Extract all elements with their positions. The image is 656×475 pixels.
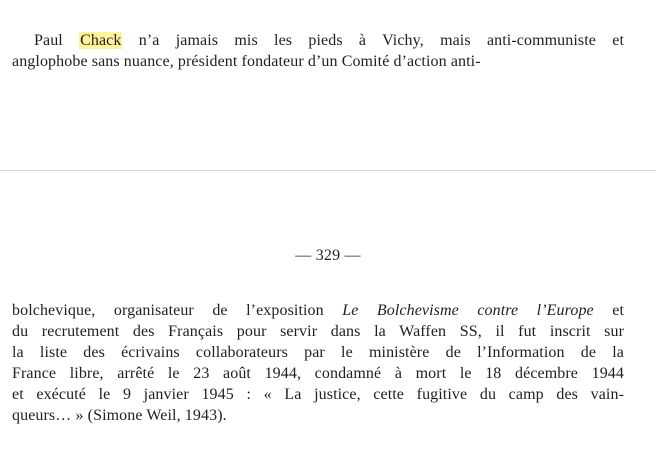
text-fragment: n’a jamais mis les pieds à Vichy, mais anti-communiste et [122,32,624,49]
page-number: — 329 — [295,247,361,264]
top-paragraph [12,30,624,72]
bottom-paragraph-line-1 [12,300,624,321]
page-break-divider [0,170,656,171]
bottom-paragraph-line-5: et exécuté le 9 janvier 1945 : « La justice, cette fugitive du camp des vain- [12,386,624,403]
bottom-paragraph-line-3: la liste des écrivains collaborateurs par le ministère de l’Information de la [12,344,624,361]
bottom-paragraph-line-4: France libre, arrêté le 23 août 1944, condamné à mort le 18 décembre 1944 [12,365,624,382]
text-fragment: bolchevique, organisateur de l’exposition [12,302,343,319]
bottom-paragraph [12,300,624,436]
page-top [0,0,656,170]
bottom-paragraph-line-6: queurs… » (Simone Weil, 1943). [12,407,227,424]
text-fragment: et [593,302,624,319]
text-fragment: Paul [34,32,80,49]
highlighted-search-term[interactable]: Chack [80,32,122,49]
exhibition-title: Le Bolchevisme contre l’Europe [342,302,594,319]
top-edge-fragment [420,0,620,4]
top-paragraph-line-1 [12,30,624,51]
top-paragraph-line-2: anglophobe sans nuance, président fondateur d’un Comité d’action anti- [12,53,481,70]
bottom-paragraph-line-2: du recrutement des Français pour servir dans la Waffen SS, il fut inscrit sur [12,323,624,340]
